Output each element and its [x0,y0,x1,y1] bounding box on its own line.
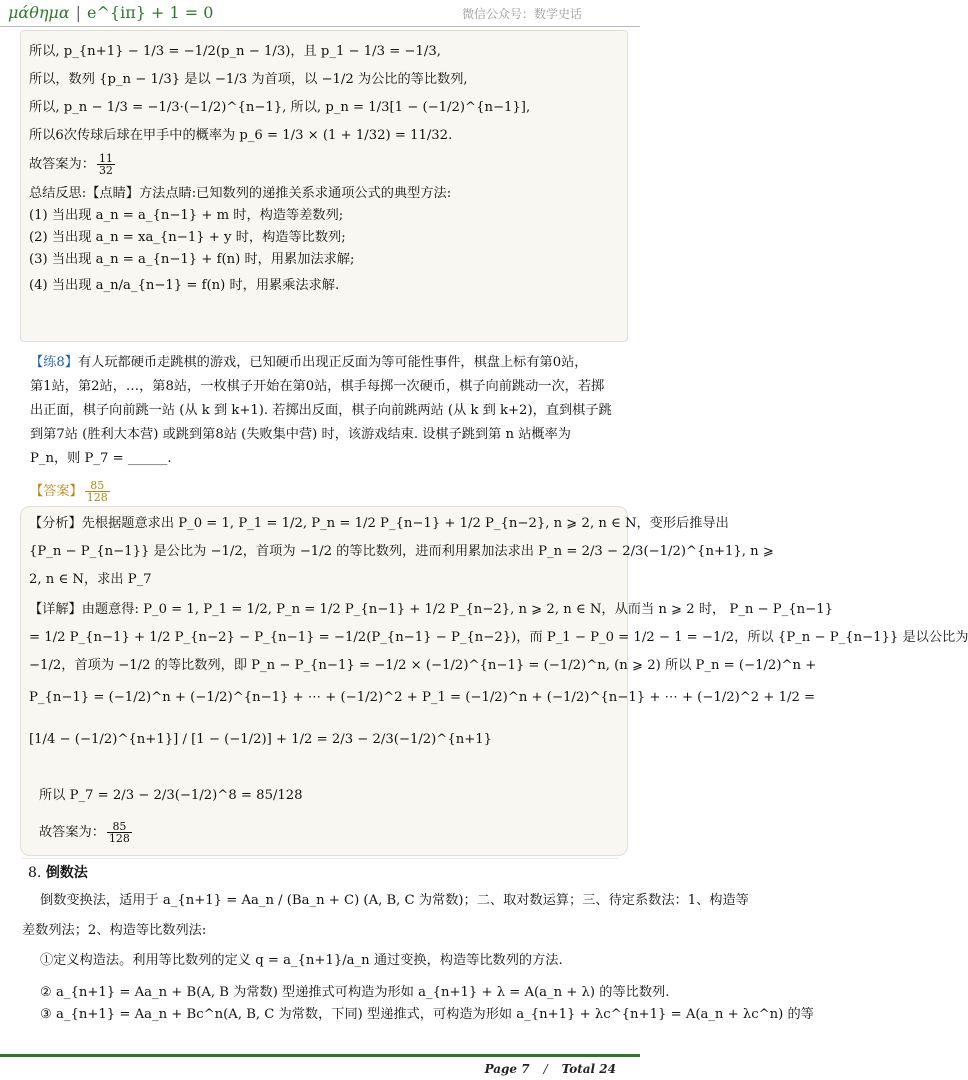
analysis-line-1: 【分析】先根据题意求出 P_0 = 1, P_1 = 1/2, P_n = 1/2 P_{n−1} + 1/2 P_{n−2}, n ⩾ 2, n ∈ N，变形后推导出 [29,516,729,531]
footer-rule [0,1054,640,1057]
section-heading [28,862,88,882]
page-label: Page [484,1062,518,1076]
exercise-answer-denominator: 128 [86,491,108,504]
section-number: 8. [28,865,42,881]
analysis-panel [20,506,968,856]
answer-line [29,153,117,176]
analysis-answer-label: 故答案为： [39,825,105,840]
total-label: Total [561,1062,596,1076]
method-item: (2) 当出现 a_n = xa_{n−1} + y 时，构造等比数列; [29,230,346,245]
method-item: (3) 当出现 a_n = a_{n−1} + f(n) 时，用累加法求解; [29,252,355,267]
section-title: 倒数法 [45,865,88,881]
exercise-line-3: 出正面，棋子向前跳一站 (从 k 到 k+1). 若掷出反面，棋子向前跳两站 (从 k 到 k+2)，直到棋子跳 [30,403,612,418]
analysis-answer-numerator: 85 [107,821,132,833]
section-paragraph-2: 差数列法；2、构造等比数列法: [22,923,207,938]
method-item: (4) 当出现 a_n/a_{n−1} = f(n) 时，用累乘法求解. [29,278,340,293]
analysis-answer-denominator: 128 [108,832,130,845]
answer-denominator: 32 [98,164,113,177]
brand-name: μάθημα [8,3,70,22]
brand-logo [8,3,213,22]
exercise-answer-fraction [85,480,110,503]
answer-label: 故答案为： [29,157,95,172]
exercise-line-2: 第1站，第2站，…，第8站，一枚棋子开始在第0站，棋手每掷一次硬币，棋子向前跳动一次，若掷 [30,379,605,394]
solution-line-3: 所以, p_n − 1/3 = −1/3·(−1/2)^{n−1}, 所以, p_n = 1/3[1 − (−1/2)^{n−1}], [29,100,531,115]
construction-item-3: ③ a_{n+1} = Aa_n + Bc^n(A, B, C 为常数，下同) 型递推式，可构造为形如 a_{n+1} + λc^{n+1} = A(a_n + λc^n) 的等 [40,1007,814,1022]
construction-item-1: ①定义构造法。利用等比数列的定义 q = a_{n+1}/a_n 通过变换，构造等比数列的方法. [40,953,563,968]
brand-separator: | [75,3,82,22]
construction-item-2: ② a_{n+1} = Aa_n + B(A, B 为常数) 型递推式可构造为形如 a_{n+1} + λ = A(a_n + λ) 的等比数列. [40,985,670,1000]
answer-tag: 【答案】 [30,484,83,499]
page-number: 7 [521,1062,530,1076]
detail-line-2: = 1/2 P_{n−1} + 1/2 P_{n−2} − P_{n−1} = −1/2(P_{n−1} − P_{n−2})，而 P_1 − P_0 = 1/2 − 1 = −1/2，所以 {P_n − P_{n−1}} 是以公比为 [29,630,968,645]
method-item: (1) 当出现 a_n = a_{n−1} + m 时，构造等差数列; [29,208,344,223]
wechat-account: 微信公众号：数学史话 [461,7,582,21]
solution-line-1: 所以, p_{n+1} − 1/3 = −1/2(p_n − 1/3)，且 p_1 − 1/3 = −1/3, [29,44,441,59]
section-divider [22,858,618,859]
analysis-line-3: 2, n ∈ N，求出 P_7 [29,572,152,587]
exercise-text-1: 有人玩都硬币走跳棋的游戏，已知硬币出现正反面为等可能性事件，棋盘上标有第0站， [77,355,588,370]
analysis-line-2: {P_n − P_{n−1}} 是公比为 −1/2，首项为 −1/2 的等比数列，进而利用累加法求出 P_n = 2/3 − 2/3(−1/2)^{n+1}, n ⩾ [29,544,774,559]
exercise-answer-numerator: 85 [85,480,110,492]
brand-formula: e^{iπ} + 1 = 0 [87,3,214,22]
solution-line-4: 所以6次传球后球在甲手中的概率为 p_6 = 1/3 × (1 + 1/32) = 11/32. [29,128,453,143]
solution-line-2: 所以，数列 {p_n − 1/3} 是以 −1/3 为首项，以 −1/2 为公比的等比数列, [29,72,468,87]
detail-line-4: P_{n−1} = (−1/2)^n + (−1/2)^{n−1} + ⋯ + (−1/2)^2 + P_1 = (−1/2)^n + (−1/2)^{n−1} + ⋯ + (−1/2)^2 + 1/2 = [29,690,816,705]
total-pages: 24 [599,1062,616,1076]
answer-numerator: 11 [98,152,113,165]
summary-line: 总结反思:【点睛】方法点睛:已知数列的递推关系求通项公式的典型方法: [29,186,452,201]
detail-line-3: −1/2，首项为 −1/2 的等比数列，即 P_n − P_{n−1} = −1/2 × (−1/2)^{n−1} = (−1/2)^n, (n ⩾ 2) 所以 P_n = (−1/2)^n + [29,658,817,673]
detail-line-1: 【详解】由题意得: P_0 = 1, P_1 = 1/2, P_n = 1/2 P_{n−1} + 1/2 P_{n−2}, n ⩾ 2, n ∈ N，从而当 n ⩾ 2 时， P_n − P_{n−1} [29,602,833,617]
answer-fraction [97,153,115,176]
exercise-line-1 [30,354,587,372]
footer-slash: / [543,1062,548,1076]
page-header [0,0,640,27]
exercise-answer-line [30,480,112,503]
exercise-line-4: 到第7站 (胜利大本营) 或跳到第8站 (失败集中营) 时，该游戏结束. 设棋子跳到第 n 站概率为 [30,427,571,442]
detail-line-6: 所以 P_7 = 2/3 − 2/3(−1/2)^8 = 85/128 [39,788,303,803]
analysis-answer-line [39,821,134,844]
exercise-tag: 【练8】 [30,355,78,370]
page-footer [485,1062,616,1076]
section-paragraph-1: 倒数变换法，适用于 a_{n+1} = Aa_n / (Ba_n + C) (A, B, C 为常数)；二、取对数运算；三、待定系数法：1、构造等 [40,893,749,908]
exercise-line-5: P_n，则 P_7 = ______. [30,451,172,466]
analysis-answer-fraction [107,821,132,844]
solution-panel [20,30,628,342]
detail-line-5: [1/4 − (−1/2)^{n+1}] / [1 − (−1/2)] + 1/2 = 2/3 − 2/3(−1/2)^{n+1} [29,732,493,747]
